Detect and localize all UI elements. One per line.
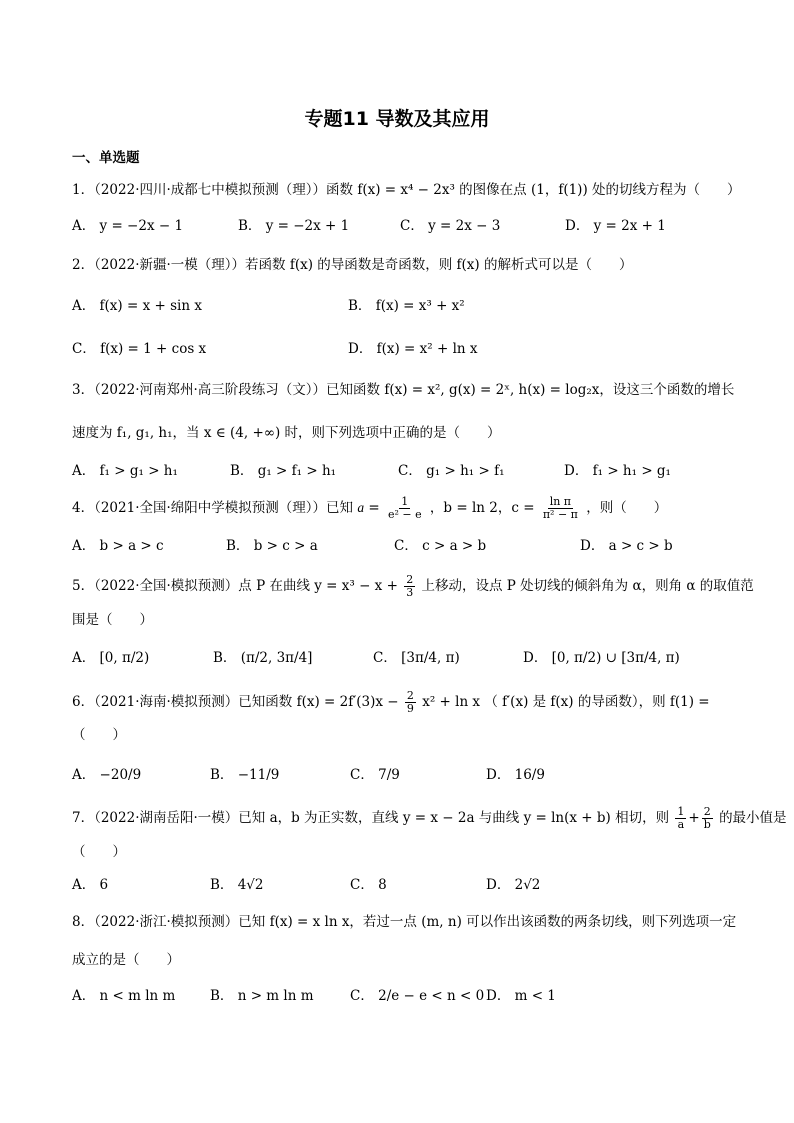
q5-tail-text: 上移动，设点 P 处切线的倾斜角为 α，则角 α 的取值范: [421, 578, 754, 594]
q8-option-d: D． m < 1: [486, 988, 556, 1004]
question-5-stem-cont: 围是（ ）: [72, 612, 153, 628]
fraction-1-over-a: $\frac{1}{a}$: [677, 805, 685, 831]
q3-option-b: B． g₁ > f₁ > h₁: [230, 463, 337, 479]
q7-option-d: D． 2√2: [486, 877, 541, 893]
q1-option-c: C． y = 2x − 3: [400, 218, 501, 234]
q8-option-b: B． n > m ln m: [210, 988, 314, 1004]
question-1-stem: 1．（2022·四川·成都七中模拟预测（理））函数 f(x) = x⁴ − 2x³ 的图像在点 (1，f(1)) 处的切线方程为（ ）: [72, 182, 741, 198]
question-6-stem: [72, 690, 710, 715]
q1-option-a: A． y = −2x − 1: [72, 218, 184, 234]
q2-option-a: A． f(x) = x + sin x: [72, 298, 202, 314]
q8-option-a: A． n < m ln m: [72, 988, 176, 1004]
q5-option-a: A． [0, π/2): [72, 650, 150, 666]
question-7-stem-cont: （ ）: [72, 844, 126, 860]
q6-stem-text: 6．（2021·海南·模拟预测）已知函数 f(x) = 2f′(3)x −: [72, 694, 399, 710]
q1-option-d: D． y = 2x + 1: [565, 218, 666, 234]
q4-option-a: A． b > a > c: [72, 538, 164, 554]
question-7-stem: 7．（2022·湖南岳阳·一模）已知 a，b 为正实数，直线 y = x − 2a 与曲线 y = ln(x + b) 相切，则 $\frac{1}{a}$ + $\frac{2}{b}$ 的最小值是: [72, 805, 787, 831]
q7-tail-text: 的最小值是: [719, 810, 787, 826]
question-2-stem: 2．（2022·新疆·一模（理））若函数 f(x) 的导函数是奇函数，则 f(x) 的解析式可以是（ ）: [72, 257, 633, 273]
q5-option-d: D． [0, π/2) ∪ [3π/4, π): [523, 650, 680, 666]
q4-option-d: D． a > c > b: [580, 538, 673, 554]
q7-option-c: C． 8: [350, 877, 387, 893]
section-heading: 一、单选题: [72, 150, 140, 166]
q4-option-c: C． c > a > b: [394, 538, 487, 554]
fraction-c: $\frac{\text{ln π}}{\text{π² − π}}$: [542, 495, 578, 521]
question-8-stem-cont: 成立的是（ ）: [72, 952, 180, 968]
q4-option-b: B． b > c > a: [226, 538, 318, 554]
page-title: 专题11 导数及其应用: [304, 108, 490, 130]
q2-option-d: D． f(x) = x² + ln x: [348, 341, 478, 357]
fraction-two-ninths: $\frac{2}{9}$: [406, 689, 414, 715]
q7-option-a: A． 6: [72, 877, 109, 893]
q5-option-c: C． [3π/4, π): [373, 650, 460, 666]
question-8-stem: 8．（2022·浙江·模拟预测）已知 f(x) = x ln x，若过一点 (m, n) 可以作出该函数的两条切线，则下列选项一定: [72, 914, 737, 930]
question-3-stem: 3．（2022·河南郑州·高三阶段练习（文））已知函数 f(x) = x², g(x) = 2ˣ, h(x) = log₂x，设这三个函数的增长: [72, 382, 735, 398]
q5-stem-text: 5．（2022·全国·模拟预测）点 P 在曲线 y = x³ − x +: [72, 578, 398, 594]
q4-stem-text: 4．（2021·全国·绵阳中学模拟预测（理））已知: [72, 500, 354, 516]
q1-option-b: B． y = −2x + 1: [238, 218, 350, 234]
question-3-stem-cont: 速度为 f₁, g₁, h₁，当 x ∈ (4, +∞) 时，则下列选项中正确的是（ ）: [72, 425, 501, 441]
q7-stem-text: 7．（2022·湖南岳阳·一模）已知 a，b 为正实数，直线 y = x − 2a 与曲线 y = ln(x + b) 相切，则: [72, 810, 670, 826]
q6-option-c: C． 7/9: [350, 767, 400, 783]
fraction-two-thirds: $\frac{2}{3}$: [406, 573, 414, 599]
q6-tail-text: x² + ln x （ f′(x) 是 f(x) 的导函数），则 f(1) =: [422, 694, 710, 710]
question-6-stem-cont: （ ）: [72, 727, 126, 743]
q6-option-b: B． −11/9: [210, 767, 280, 783]
q5-option-b: B． (π/2, 3π/4]: [213, 650, 313, 666]
q2-option-b: B． f(x) = x³ + x²: [348, 298, 465, 314]
q3-option-d: D． f₁ > h₁ > g₁: [564, 463, 671, 479]
question-4-stem: 4．（2021·全国·绵阳中学模拟预测（理））已知 a = $\frac{1}{\text{e² − e}}$ ，b = ln 2，c = $\frac{\text{ln π}}{\text{π² − π}}$ ，则（ ）: [72, 495, 668, 521]
fraction-2-over-b: $\frac{2}{b}$: [703, 805, 711, 831]
question-5-stem: [72, 574, 754, 599]
q2-option-c: C． f(x) = 1 + cos x: [72, 341, 207, 357]
q4-tail-text: ，则（ ）: [586, 500, 668, 516]
q8-option-c: C． 2/e − e < n < 0: [350, 988, 485, 1004]
q3-option-c: C． g₁ > h₁ > f₁: [398, 463, 505, 479]
q3-option-a: A． f₁ > g₁ > h₁: [72, 463, 178, 479]
fraction-a: $\frac{1}{\text{e² − e}}$: [387, 495, 422, 521]
q7-option-b: B． 4√2: [210, 877, 264, 893]
q6-option-d: D． 16/9: [486, 767, 545, 783]
q4-b-text: ，b = ln 2，c =: [429, 500, 535, 516]
q6-option-a: A． −20/9: [72, 767, 142, 783]
